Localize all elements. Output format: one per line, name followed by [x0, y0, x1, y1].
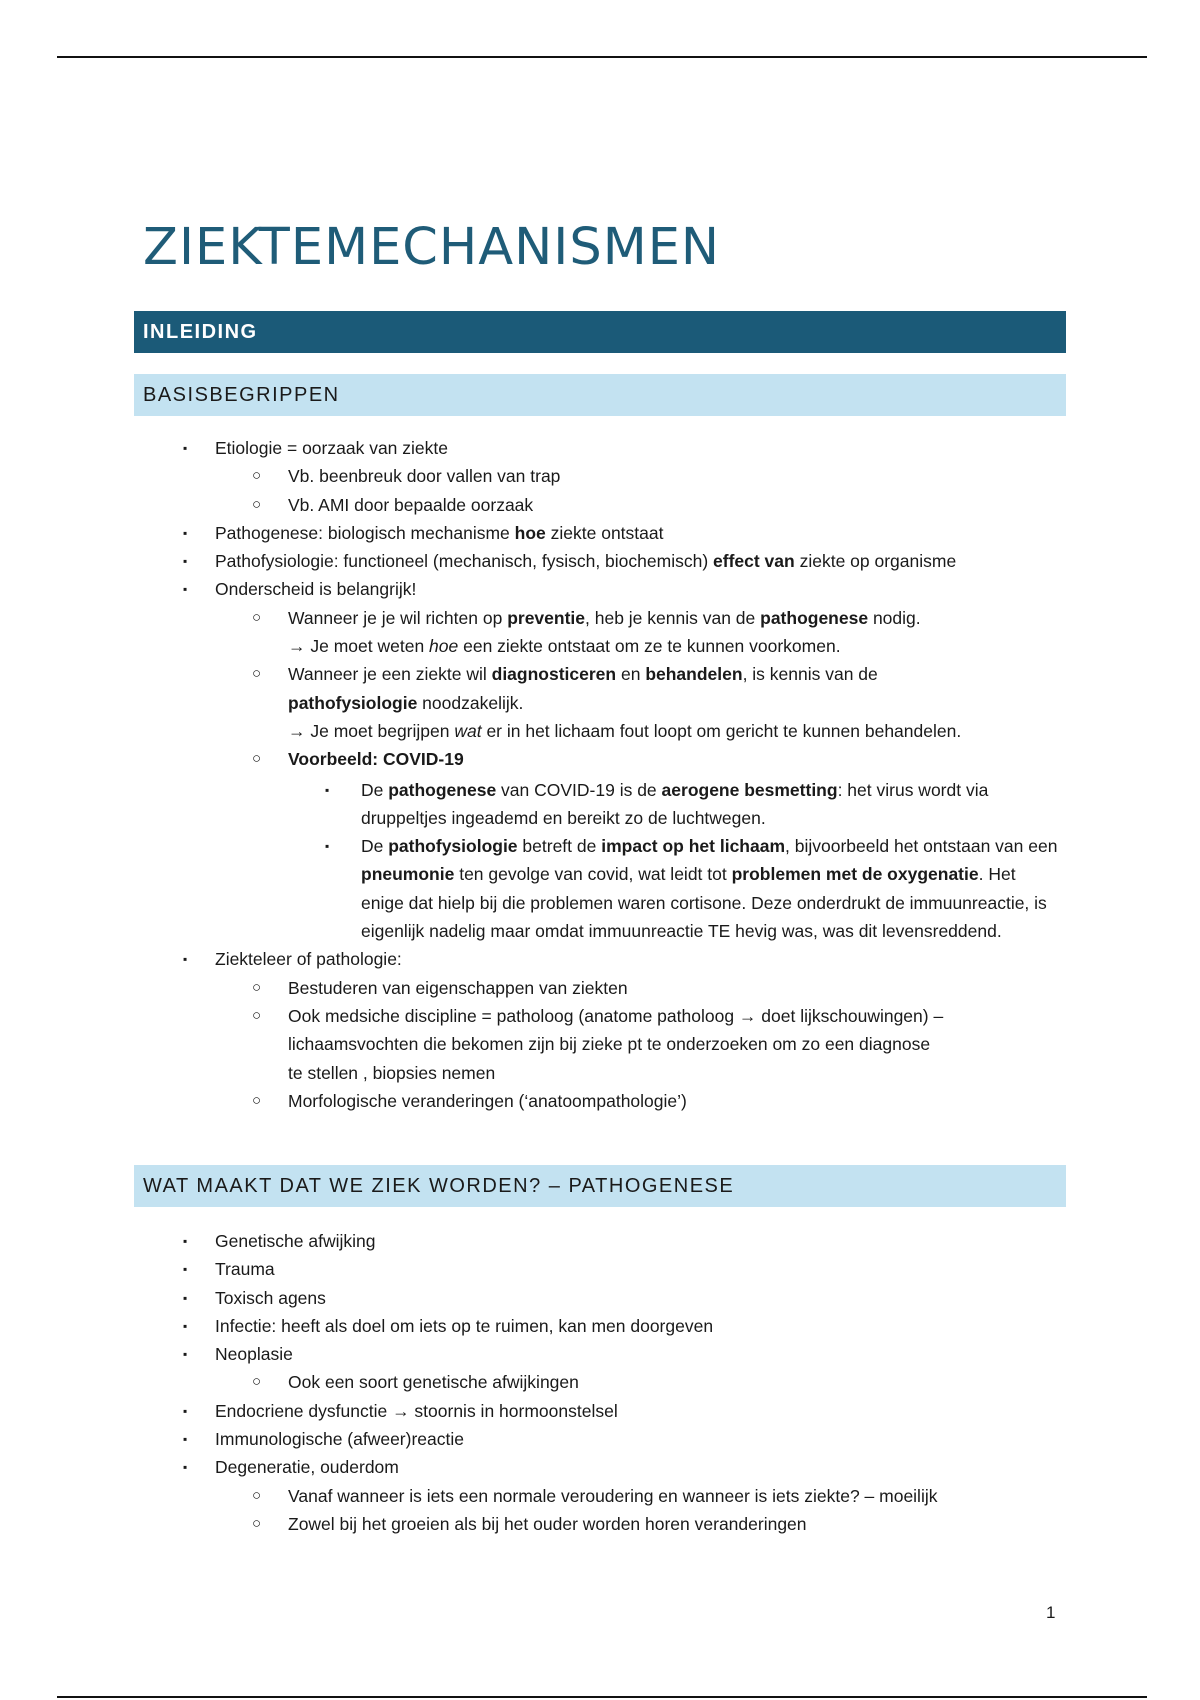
list-item: ▪ Endocriene dysfunctie → stoornis in hormoonstelsel — [0, 1397, 1200, 1425]
list-item-continuation: → Je moet weten hoe een ziekte ontstaat om ze te kunnen voorkomen. — [288, 636, 841, 657]
list-item: ▪ De pathogenese van COVID-19 is de aerogene besmetting: het virus wordt via druppeltjes ingeademd en bereikt zo de luchtwegen. — [0, 776, 1200, 833]
square-bullet-icon: ▪ — [183, 1290, 188, 1305]
list-item: ○ Bestuderen van eigenschappen van ziekten — [0, 974, 1200, 1002]
square-bullet-icon: ▪ — [183, 1347, 188, 1362]
square-bullet-icon: ▪ — [325, 839, 330, 854]
square-bullet-icon: ▪ — [183, 1262, 188, 1277]
basisbegrippen-list — [0, 434, 1200, 1115]
arrow-right-icon: → — [392, 1400, 410, 1421]
arrow-right-icon: → — [738, 1005, 757, 1026]
circle-bullet-icon: ○ — [252, 1514, 262, 1532]
square-bullet-icon: ▪ — [183, 1234, 188, 1248]
square-bullet-icon: ▪ — [183, 441, 188, 455]
list-item: ○ Voorbeeld: COVID-19 — [0, 745, 1200, 773]
circle-bullet-icon: ○ — [252, 608, 262, 626]
page-number: 1 — [1046, 1603, 1056, 1622]
list-item: ▪ Pathofysiologie: functioneel (mechanisch, fysisch, biochemisch) effect van ziekte op organisme — [0, 547, 1200, 575]
list-item: ○ Vb. beenbreuk door vallen van trap — [0, 462, 1200, 490]
section-header-inleiding: INLEIDING — [134, 311, 1066, 353]
list-item: ▪ De pathofysiologie betreft de impact op het lichaam, bijvoorbeeld het ontstaan van een pneumonie ten gevolge van covid, wat leidt tot problemen met de oxygenatie. Het enige dat hielp bij die problemen waren cortisone. Deze onderdrukt de immuunreactie, is eigenlijk nadelig maar omdat immuunreactie TE hevig was, was dit levensreddend. — [0, 832, 1200, 945]
list-item: ▪ Ziekteleer of pathologie: — [0, 945, 1200, 973]
square-bullet-icon: ▪ — [183, 1460, 188, 1475]
list-item: ▪ Degeneratie, ouderdom — [0, 1453, 1200, 1481]
square-bullet-icon: ▪ — [183, 1403, 188, 1418]
circle-bullet-icon: ○ — [252, 1373, 262, 1391]
square-bullet-icon: ▪ — [325, 782, 330, 797]
list-item: ▪ Pathogenese: biologisch mechanisme hoe ziekte ontstaat — [0, 519, 1200, 547]
square-bullet-icon: ▪ — [183, 582, 188, 597]
circle-bullet-icon: ○ — [252, 665, 262, 683]
list-item: ▪ Immunologische (afweer)reactie — [0, 1425, 1200, 1453]
square-bullet-icon: ▪ — [183, 525, 188, 540]
circle-bullet-icon: ○ — [252, 1006, 262, 1024]
circle-bullet-icon: ○ — [252, 467, 262, 485]
list-item: ▪ Trauma — [0, 1255, 1200, 1283]
list-item: ▪ Genetische afwijking — [0, 1227, 1200, 1255]
list-item: ○ Ook een soort genetische afwijkingen — [0, 1368, 1200, 1396]
list-item: ○ Vanaf wanneer is iets een normale veroudering en wanneer is iets ziekte? – moeilijk — [0, 1482, 1200, 1510]
circle-bullet-icon: ○ — [252, 1486, 262, 1504]
square-bullet-icon: ▪ — [183, 554, 188, 569]
square-bullet-icon: ▪ — [183, 1318, 188, 1333]
list-item: ○ Zowel bij het groeien als bij het ouder worden horen veranderingen — [0, 1510, 1200, 1538]
list-item: ▪ Infectie: heeft als doel om iets op te ruimen, kan men doorgeven — [0, 1312, 1200, 1340]
circle-bullet-icon: ○ — [252, 978, 262, 996]
list-item: ▪ Toxisch agens — [0, 1284, 1200, 1312]
section-header-pathogenese: WAT MAAKT DAT WE ZIEK WORDEN? – PATHOGENESE — [134, 1165, 1066, 1207]
pathogenese-list — [0, 1227, 1200, 1538]
square-bullet-icon: ▪ — [183, 952, 188, 967]
list-item: ○ Morfologische veranderingen (‘anatoompathologie’) — [0, 1087, 1200, 1115]
circle-bullet-icon: ○ — [252, 495, 262, 513]
list-item: ○ Wanneer je je wil richten op preventie, heb je kennis van de pathogenese nodig. — [0, 604, 1200, 632]
footer-rule — [57, 1696, 1147, 1698]
list-item-continuation: → Je moet begrijpen wat er in het lichaam fout loopt om gericht te kunnen behandelen. — [288, 720, 962, 741]
circle-bullet-icon: ○ — [252, 1091, 262, 1109]
section-header-basisbegrippen: BASISBEGRIPPEN — [134, 374, 1066, 416]
header-rule — [57, 56, 1147, 58]
list-item: ○ Wanneer je een ziekte wil diagnosticeren en behandelen, is kennis van de pathofysiologie noodzakelijk. — [0, 660, 1048, 717]
list-item: ▪ Neoplasie — [0, 1340, 1200, 1368]
list-item: ▪ Onderscheid is belangrijk! — [0, 575, 1200, 603]
square-bullet-icon: ▪ — [183, 1432, 188, 1447]
list-item: ▪ Etiologie = oorzaak van ziekte — [0, 434, 1200, 462]
list-item: ○ Ook medsiche discipline = patholoog (anatome patholoog → doet lijkschouwingen) – lichaamsvochten die bekomen zijn bij zieke pt te onderzoeken om zo een diagnose te stellen , biopsies nemen — [0, 1002, 1200, 1087]
list-item: ○ Vb. AMI door bepaalde oorzaak — [0, 491, 1200, 519]
circle-bullet-icon: ○ — [252, 750, 262, 768]
page-title: ZIEKTEMECHANISMEN — [143, 218, 721, 277]
